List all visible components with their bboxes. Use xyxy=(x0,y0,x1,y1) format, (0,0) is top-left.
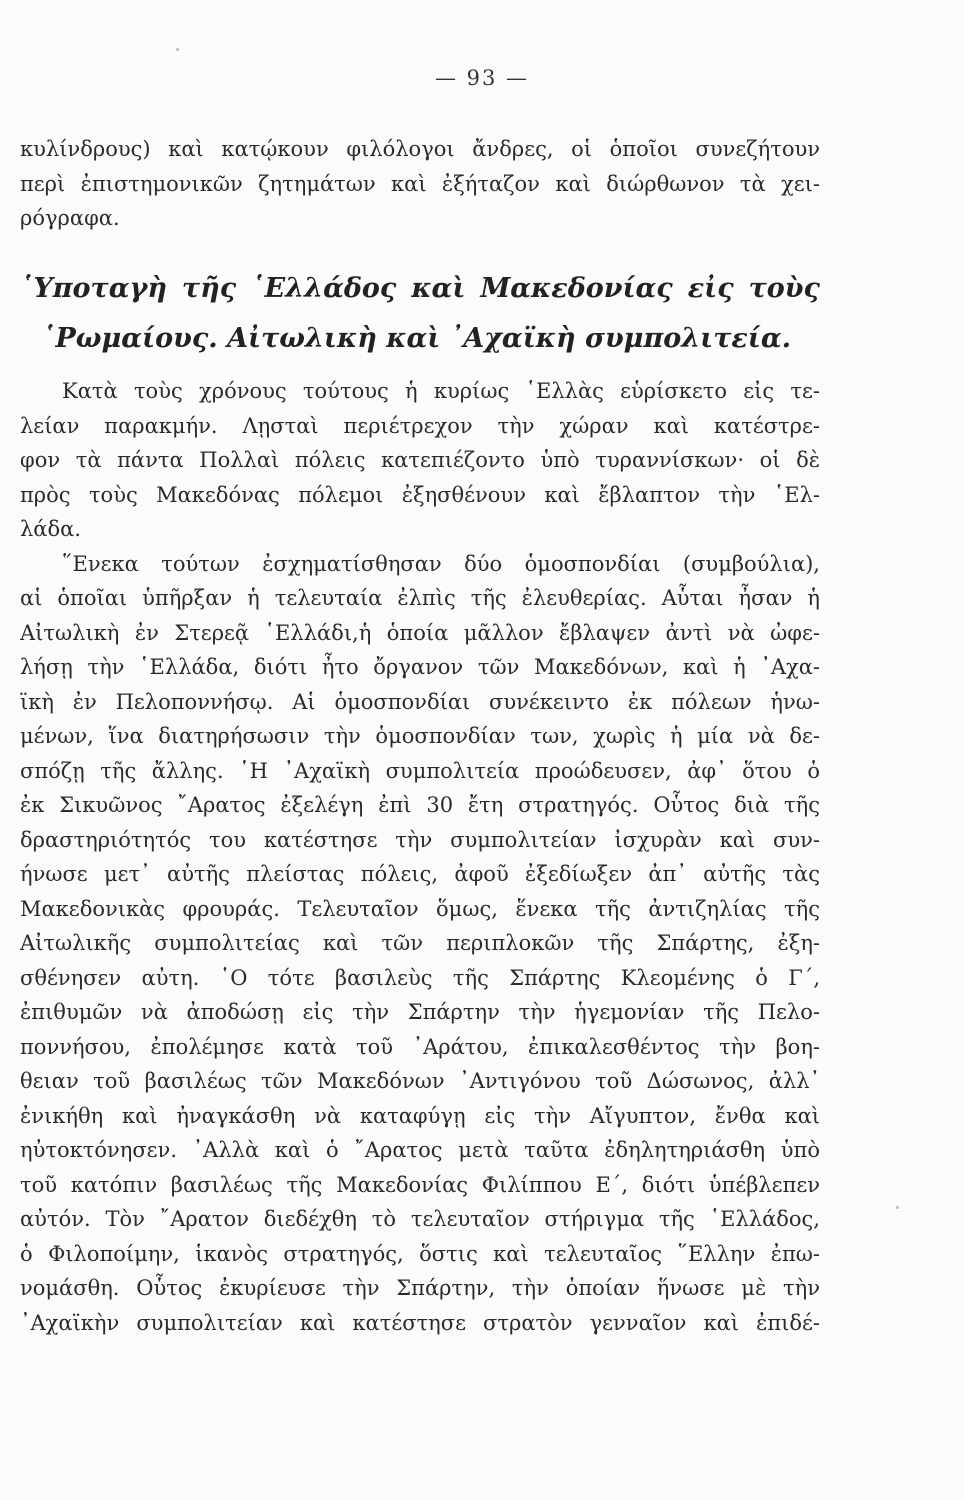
text-line: ηὐτοκτόνησεν. ᾿Αλλὰ καὶ ὁ ῎Αρατος μετὰ ταῦτα ἐδηλητηριάσθη ὑπὸ xyxy=(20,1138,820,1162)
text-line: κυλίνδρους) καὶ κατῴκουν φιλόλογοι ἄνδρες, οἱ ὁποῖοι συνεζήτουν xyxy=(20,137,820,161)
text-line: πρὸς τοὺς Μακεδόνας πόλεμοι ἐξησθένουν καὶ ἔβλαπτον τὴν ῾Ελ- xyxy=(20,482,820,507)
section-heading xyxy=(20,264,820,364)
text-line: αὐτόν. Τὸν ῎Αρατον διεδέχθη τὸ τελευταῖον στήριγμα τῆς ῾Ελλάδος, xyxy=(20,1207,820,1231)
heading-line: ῾Υποταγὴ τῆς ῾Ελλάδος καὶ Μακεδονίας εἰς τοὺς xyxy=(20,273,820,304)
text-line: περὶ ἐπιστημονικῶν ζητημάτων καὶ ἐξήταζον καὶ διώρθωνον τὰ χει- xyxy=(20,171,820,196)
section-body xyxy=(20,374,820,1340)
text-line: λήσῃ τὴν ῾Ελλάδα, διότι ἦτο ὄργανον τῶν Μακεδόνων, καὶ ἡ ᾿Αχα- xyxy=(20,655,820,679)
text-line: νομάσθη. Οὗτος ἐκυρίευσε τὴν Σπάρτην, τὴν ὁποίαν ἥνωσε μὲ τὴν xyxy=(20,1276,820,1300)
text-line: μένων, ἵνα διατηρήσωσιν τὴν ὁμοσπονδίαν των, χωρὶς ἡ μία νὰ δε- xyxy=(20,724,820,748)
text-line: ἐνικήθη καὶ ἠναγκάσθη νὰ καταφύγῃ εἰς τὴν Αἴγυπτον, ἔνθα καὶ xyxy=(20,1103,820,1128)
text-line: αἱ ὁποῖαι ὑπῆρξαν ἡ τελευταία ἐλπὶς τῆς ἐλευθερίας. Αὗται ἦσαν ἡ xyxy=(20,586,820,610)
text-line: δραστηριότητός του κατέστησε τὴν συμπολιτείαν ἰσχυρὰν καὶ συν- xyxy=(20,827,820,852)
text-line: ᾿Αχαϊκὴν συμπολιτείαν καὶ κατέστησε στρατὸν γενναῖον καὶ ἐπιδέ- xyxy=(20,1310,820,1335)
intro-paragraph xyxy=(20,132,820,236)
text-line: Κατὰ τοὺς χρόνους τούτους ἡ κυρίως ῾Ελλὰς εὑρίσκετο εἰς τε- xyxy=(62,379,820,403)
text-line: ρόγραφα. xyxy=(20,206,120,230)
text-line: σπόζῃ τῆς ἄλλης. ῾Η ᾿Αχαϊκὴ συμπολιτεία προώδευσεν, ἀφ᾿ ὅτου ὁ xyxy=(20,758,820,783)
text-line: λάδα. xyxy=(20,517,81,541)
text-line: ποννήσου, ἐπολέμησε κατὰ τοῦ ᾿Αράτου, ἐπικαλεσθέντος τὴν βοη- xyxy=(20,1034,820,1059)
text-line: ὁ Φιλοποίμην, ἱκανὸς στρατηγός, ὅστις καὶ τελευταῖος ῞Ελλην ἐπω- xyxy=(20,1241,820,1266)
text-line: λείαν παρακμήν. Λῃσταὶ περιέτρεχον τὴν χώραν καὶ κατέστρε- xyxy=(20,413,820,438)
text-line: θειαν τοῦ βασιλέως τῶν Μακεδόνων ᾿Αντιγόνου τοῦ Δώσωνος, ἀλλ᾿ xyxy=(20,1069,820,1093)
text-line: ἐκ Σικυῶνος ῎Αρατος ἐξελέγη ἐπὶ 30 ἔτη στρατηγός. Οὗτος διὰ τῆς xyxy=(20,793,820,817)
paper-speck xyxy=(896,1206,899,1209)
text-line: σθένησεν αὐτη. ῾Ο τότε βασιλεὺς τῆς Σπάρτης Κλεομένης ὁ Γ΄, xyxy=(20,965,820,990)
text-line: Μακεδονικὰς φρουράς. Τελευταῖον ὅμως, ἕνεκα τῆς ἀντιζηλίας τῆς xyxy=(20,896,820,921)
heading-line: ῾Ρωμαίους. Αἰτωλικὴ καὶ ᾿Αχαϊκὴ συμπολιτεία. xyxy=(42,323,792,354)
text-line: Αἰτωλικῆς συμπολιτείας καὶ τῶν περιπλοκῶν τῆς Σπάρτης, ἐξη- xyxy=(20,931,820,955)
page-number: — 93 — xyxy=(434,66,530,90)
text-line: ϊκὴ ἐν Πελοποννήσῳ. Αἱ ὁμοσπονδίαι συνέκειντο ἐκ πόλεων ἡνω- xyxy=(20,689,820,714)
text-line: ήνωσε μετ᾿ αὐτῆς πλείστας πόλεις, ἀφοῦ ἐξεδίωξεν ἀπ᾿ αὐτῆς τὰς xyxy=(20,862,820,886)
text-line: τοῦ κατόπιν βασιλέως τῆς Μακεδονίας Φιλίππου Ε΄, διότι ὑπέβλεπεν xyxy=(20,1172,820,1197)
text-line: Αἰτωλικὴ ἐν Στερεᾷ ῾Ελλάδι,ἡ ὁποία μᾶλλον ἔβλαψεν ἀντὶ νὰ ὠφε- xyxy=(20,620,820,645)
text-line: φον τὰ πάντα Πολλαὶ πόλεις κατεπιέζοντο ὑπὸ τυραννίσκων· οἱ δὲ xyxy=(20,448,820,472)
text-line: ἐπιθυμῶν νὰ ἀποδώσῃ εἰς τὴν Σπάρτην τὴν ἡγεμονίαν τῆς Πελο- xyxy=(20,1000,820,1024)
text-line: ῞Ενεκα τούτων ἐσχηματίσθησαν δύο ὁμοσπονδίαι (συμβούλια), xyxy=(62,551,820,576)
paper-speck xyxy=(176,48,179,51)
